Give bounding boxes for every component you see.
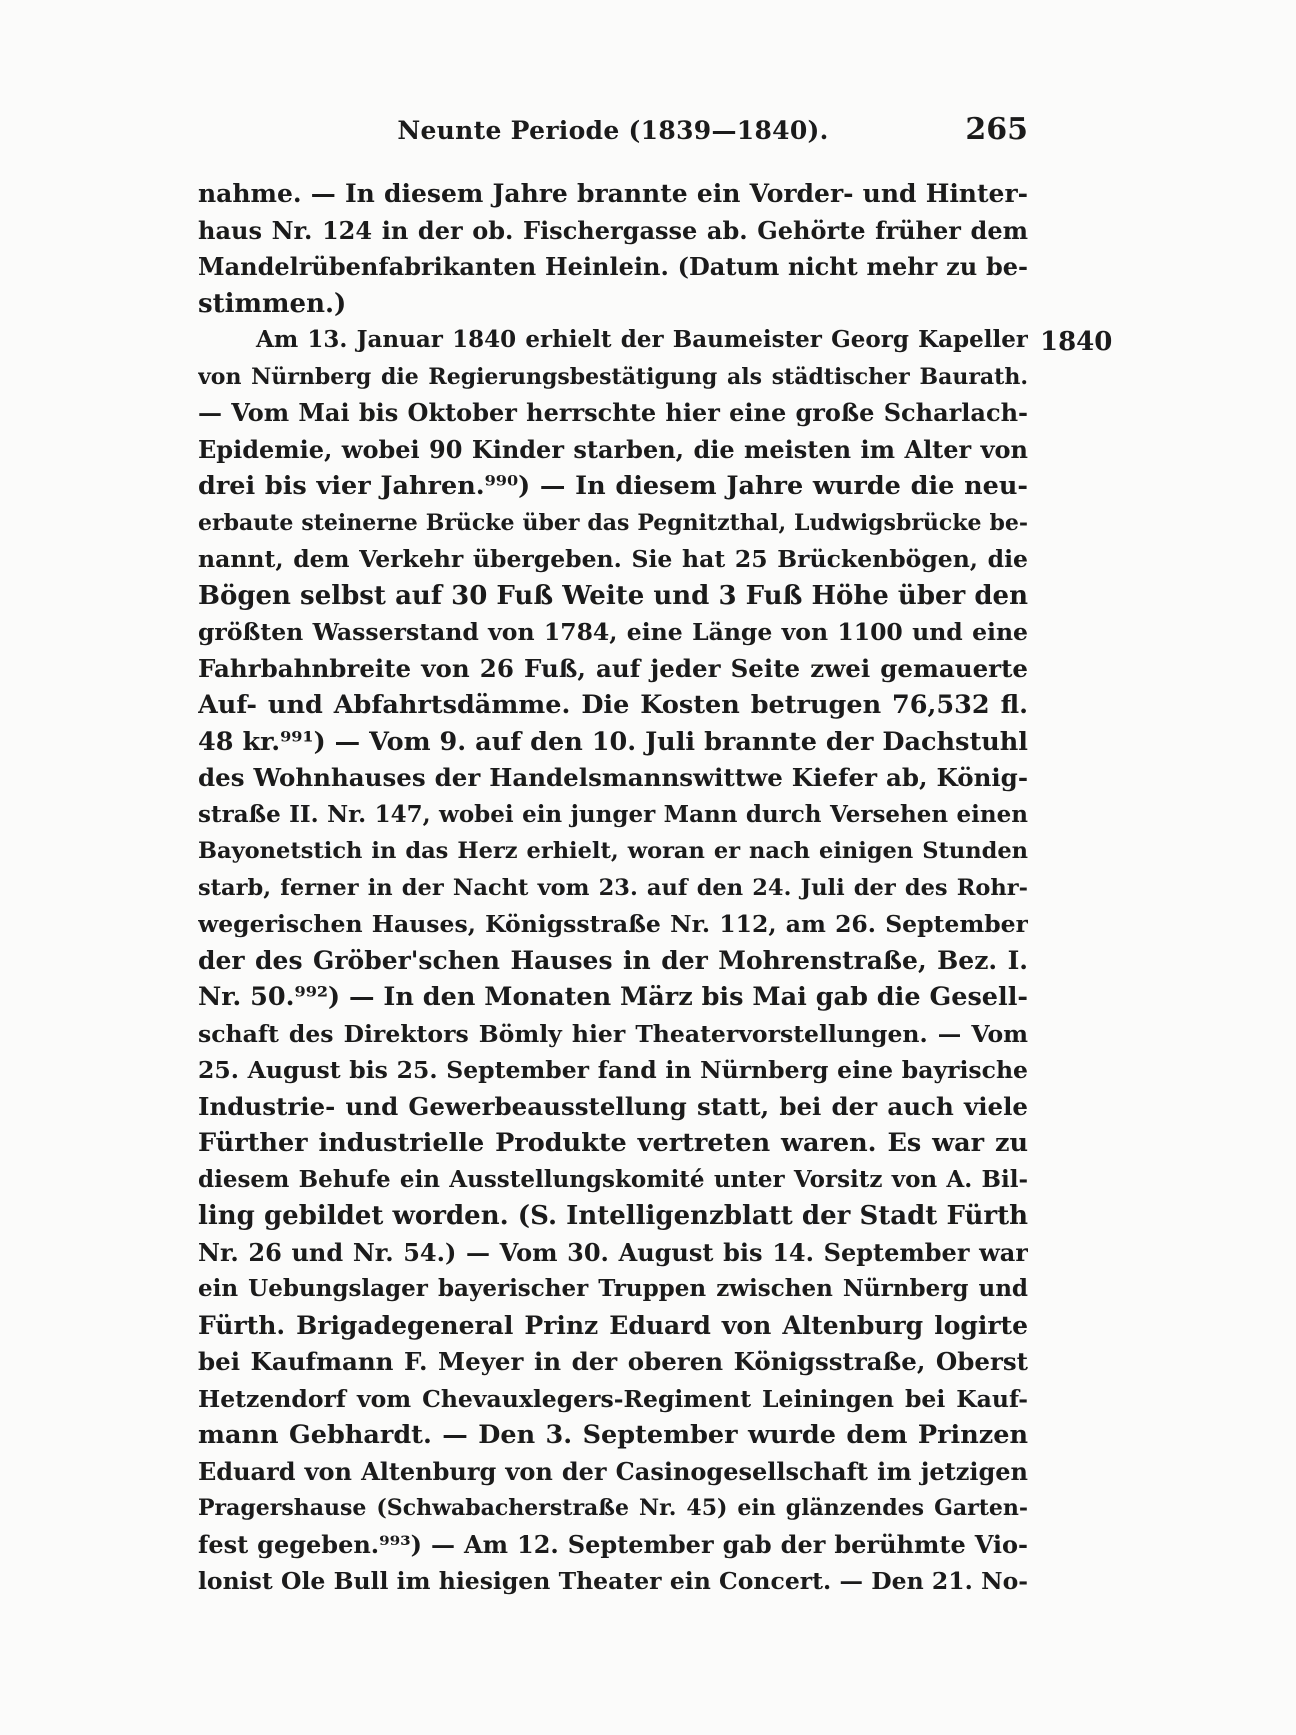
text-line: Industrie- und Gewerbeausstellung statt, bei der auch viele (198, 1091, 1028, 1121)
text-line: Auf- und Abfahrtsdämme. Die Kosten betrugen 76,532 fl. (198, 690, 1028, 720)
text-line: lonist Ole Bull im hiesigen Theater ein Concert. — Den 21. No- (198, 1567, 1028, 1595)
text-line: 48 kr.⁹⁹¹) — Vom 9. auf den 10. Juli brannte der Dachstuhl (198, 726, 1028, 757)
text-line: mann Gebhardt. — Den 3. September wurde dem Prinzen (198, 1420, 1028, 1450)
text-line: Bögen selbst auf 30 Fuß Weite und 3 Fuß Höhe über den (198, 580, 1028, 611)
text-line: Hetzendorf vom Chevauxlegers-Regiment Leiningen bei Kauf- (198, 1384, 1028, 1413)
text-line: nahme. — In diesem Jahre brannte ein Vorder- und Hinter- (198, 179, 1028, 208)
text-line: Fürther industrielle Produkte vertreten waren. Es war zu (198, 1128, 1028, 1158)
text-line: bei Kaufmann F. Meyer in der oberen Königsstraße, Oberst (198, 1347, 1028, 1376)
text-line: nannt, dem Verkehr übergeben. Sie hat 25 Brückenbögen, die (198, 545, 1028, 573)
text-line: Eduard von Altenburg von der Casinogesellschaft im jetzigen (198, 1456, 1028, 1486)
text-line: der des Gröber'schen Hauses in der Mohrenstraße, Bez. I. (198, 945, 1028, 975)
text-line: schaft des Direktors Bömly hier Theatervorstellungen. — Vom (198, 1019, 1028, 1048)
text-line: ling gebildet worden. (S. Intelligenzblatt der Stadt Fürth (198, 1201, 1028, 1231)
text-line: Fürth. Brigadegeneral Prinz Eduard von Altenburg logirte (198, 1310, 1028, 1340)
page-number: 265 (965, 112, 1028, 147)
text-line: Fahrbahnbreite von 26 Fuß, auf jeder Seite zwei gemauerte (198, 653, 1028, 683)
text-line: diesem Behufe ein Ausstellungskomité unter Vorsitz von A. Bil- (198, 1165, 1028, 1193)
text-line: des Wohnhauses der Handelsmannswittwe Kiefer ab, König- (198, 763, 1028, 792)
text-line: Pragershause (Schwabacherstraße Nr. 45) ein glänzendes Garten- (198, 1495, 1028, 1521)
body-text (198, 176, 1028, 1600)
text-line: Am 13. Januar 1840 erhielt der Baumeister Georg Kapeller (256, 326, 1028, 353)
text-line: Epidemie, wobei 90 Kinder starben, die meisten im Alter von (198, 434, 1028, 464)
text-line: drei bis vier Jahren.⁹⁹⁰) — In diesem Jahre wurde die neu- (198, 471, 1028, 501)
text-line: größten Wasserstand von 1784, eine Länge von 1100 und eine (198, 618, 1028, 646)
text-line: 25. August bis 25. September fand in Nürnberg eine bayrische (198, 1056, 1028, 1084)
page-header (198, 112, 1028, 152)
text-line: straße II. Nr. 147, wobei ein junger Mann durch Versehen einen (198, 800, 1028, 828)
text-line: von Nürnberg die Regierungsbestätigung als städtischer Baurath. (198, 363, 1028, 390)
text-line: starb, ferner in der Nacht vom 23. auf den 24. Juli der des Rohr- (198, 874, 1028, 901)
text-line: wegerischen Hauses, Königsstraße Nr. 112, am 26. September (198, 910, 1028, 938)
text-line: — Vom Mai bis Oktober herrschte hier eine große Scharlach- (198, 398, 1028, 427)
text-line: ein Uebungslager bayerischer Truppen zwischen Nürnberg und (198, 1275, 1028, 1302)
text-line: fest gegeben.⁹⁹³) — Am 12. September gab der berühmte Vio- (198, 1529, 1028, 1559)
text-line: erbaute steinerne Brücke über das Pegnitzthal, Ludwigsbrücke be- (198, 509, 1028, 536)
text-line: Nr. 26 und Nr. 54.) — Vom 30. August bis 14. September war (198, 1237, 1028, 1267)
text-line: Bayonetstich in das Herz erhielt, woran er nach einigen Stunden (198, 838, 1028, 864)
text-line: Mandelrübenfabrikanten Heinlein. (Datum nicht mehr zu be- (198, 252, 1028, 281)
running-head: Neunte Periode (1839—1840). (397, 116, 829, 145)
text-line: Nr. 50.⁹⁹²) — In den Monaten März bis Mai gab die Gesell- (198, 982, 1028, 1012)
text-line: haus Nr. 124 in der ob. Fischergasse ab. Gehörte früher dem (198, 215, 1028, 245)
text-line: stimmen.) (198, 288, 347, 319)
margin-year-note: 1840 (1040, 327, 1113, 357)
